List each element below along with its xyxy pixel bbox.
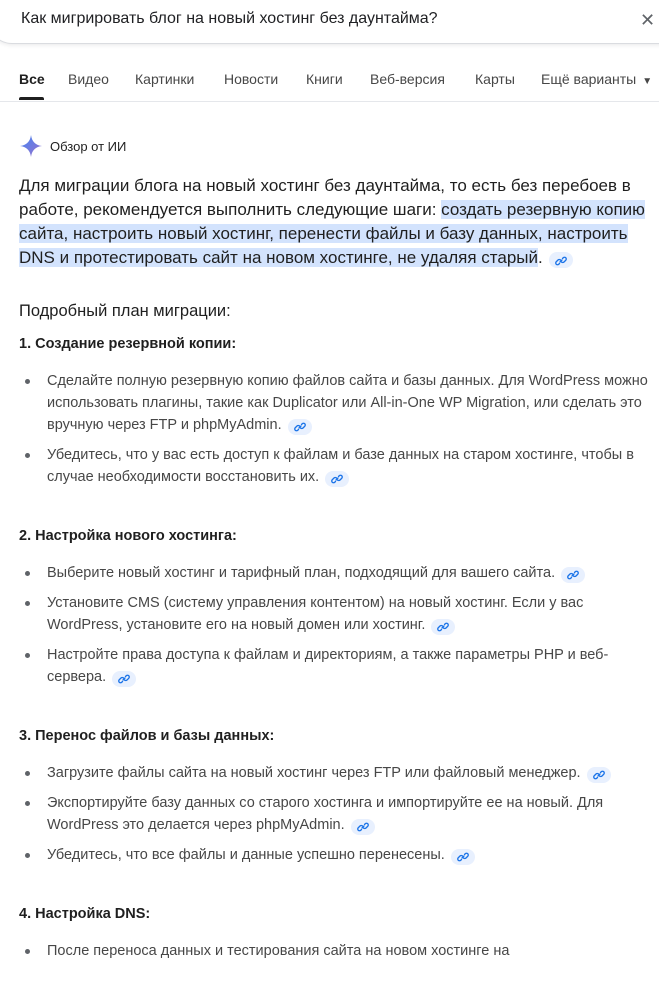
intro-text: Для миграции блога на новый хостинг без даунтайма, то есть без перебоев в работе, рекомендуется выполнить следующие шаги: <box>19 176 631 219</box>
list-item-text: Экспортируйте базу данных со старого хостинга и импортируйте ее на новый. Для WordPress это делается через phpMyAdmin. <box>47 795 604 833</box>
list-item <box>19 792 649 836</box>
section-1 <box>19 334 649 488</box>
tab-news[interactable]: Новости <box>224 71 279 87</box>
list-item-text: Установите CMS (систему управления контентом) на новый хостинг. Если у вас WordPress, установите его на новый домен или хостинг. <box>47 595 584 633</box>
close-icon[interactable]: ✕ <box>640 10 656 30</box>
tab-images[interactable]: Картинки <box>135 71 195 87</box>
list-item-text: Убедитесь, что у вас есть доступ к файлам и базе данных на старом хостинге, чтобы в случае необходимости восстановить их. <box>47 447 634 485</box>
list-item-text: После переноса данных и тестирования сайта на новом хостинге на <box>47 943 510 959</box>
section-title: 3. Перенос файлов и базы данных: <box>19 728 275 744</box>
link-icon[interactable] <box>587 767 611 783</box>
search-bar <box>0 0 659 44</box>
sparkle-icon <box>19 134 43 158</box>
link-icon[interactable] <box>549 252 573 268</box>
list-item-text: Сделайте полную резервную копию файлов сайта и базы данных. Для WordPress можно использовать плагины, такие как Duplicator или All-in-One WP Migration, или сделать это вручную через FTP и phpMyAdmin. <box>47 373 648 433</box>
list-item <box>19 762 649 784</box>
section-list <box>19 562 649 688</box>
link-icon[interactable] <box>325 471 349 487</box>
section-4 <box>19 904 649 962</box>
list-item <box>19 444 649 488</box>
link-icon[interactable] <box>431 619 455 635</box>
ai-overview-content <box>19 174 649 970</box>
link-icon[interactable] <box>451 849 475 865</box>
list-item-text: Настройте права доступа к файлам и директориям, а также параметры PHP и веб-сервера. <box>47 647 609 685</box>
link-icon[interactable] <box>351 819 375 835</box>
tab-all[interactable]: Все <box>19 71 45 87</box>
list-item <box>19 370 649 436</box>
section-title: 2. Настройка нового хостинга: <box>19 528 237 544</box>
intro-highlight: создать резервную копию сайта, настроить новый хостинг, перенести файлы и базу данных, настроить DNS и протестировать сайт на новом хостинге, не удаляя старый <box>19 200 645 267</box>
list-item <box>19 644 649 688</box>
section-title: 1. Создание резервной копии: <box>19 336 237 352</box>
tab-books[interactable]: Книги <box>306 71 343 87</box>
intro-paragraph <box>19 174 649 270</box>
list-item <box>19 592 649 636</box>
search-tabs <box>0 52 659 102</box>
search-input[interactable]: Как мигрировать блог на новый хостинг без даунтайма? <box>21 10 438 27</box>
tab-web[interactable]: Веб-версия <box>370 71 445 87</box>
plan-title: Подробный план миграции: <box>19 302 231 320</box>
list-item-text: Выберите новый хостинг и тарифный план, подходящий для вашего сайта. <box>47 565 556 581</box>
list-item-text: Убедитесь, что все файлы и данные успешно перенесены. <box>47 847 445 863</box>
tab-maps[interactable]: Карты <box>475 71 515 87</box>
link-icon[interactable] <box>112 671 136 687</box>
tab-video[interactable]: Видео <box>68 71 109 87</box>
list-item <box>19 844 649 866</box>
list-item-text: Загрузите файлы сайта на новый хостинг через FTP или файловый менеджер. <box>47 765 581 781</box>
link-icon[interactable] <box>288 419 312 435</box>
tab-more[interactable] <box>541 71 652 87</box>
link-icon[interactable] <box>561 567 585 583</box>
intro-end: . <box>538 248 543 267</box>
list-item <box>19 940 649 962</box>
section-2 <box>19 526 649 688</box>
section-3 <box>19 726 649 866</box>
caret-down-icon: ▼ <box>642 76 653 87</box>
section-list <box>19 762 649 866</box>
section-list <box>19 370 649 488</box>
ai-overview-title: Обзор от ИИ <box>50 139 127 154</box>
section-title: 4. Настройка DNS: <box>19 906 151 922</box>
tab-more-label: Ещё варианты <box>541 71 637 87</box>
active-tab-indicator <box>19 97 44 100</box>
list-item <box>19 562 649 584</box>
section-list <box>19 940 649 962</box>
